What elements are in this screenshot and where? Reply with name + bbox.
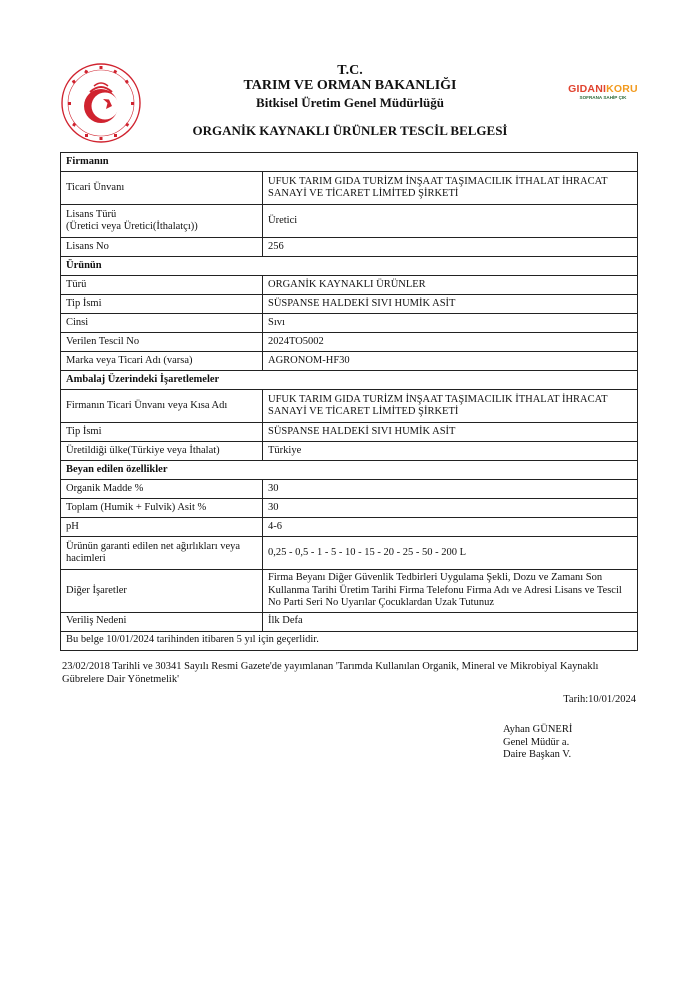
- signatory-title-1: Genel Müdür a.: [503, 736, 570, 748]
- organic-matter-label: Organik Madde %: [61, 480, 263, 499]
- brand-name-value: AGRONOM-HF30: [263, 352, 638, 371]
- country-value: Türkiye: [263, 442, 638, 461]
- kind-value: Sıvı: [263, 314, 638, 333]
- issue-reason-value: İlk Defa: [263, 612, 638, 631]
- ph-value: 4-6: [263, 518, 638, 537]
- type-name-value: SÜSPANSE HALDEKİ SIVI HUMİK ASİT: [263, 295, 638, 314]
- header-ministry: TARIM VE ORMAN BAKANLIĞI: [243, 78, 457, 93]
- license-type-label-line1: Lisans Türü: [66, 208, 117, 220]
- section-package-marking: Ambalaj Üzerindeki İşaretlemeler: [61, 371, 638, 390]
- package-type-name-label: Tip İsmi: [61, 423, 263, 442]
- registration-table: [60, 152, 638, 651]
- other-markings-value: Firma Beyanı Diğer Güvenlik Tedbirleri Uygulama Şekli, Dozu ve Zamanı Son Kullanma Tarihi Üretim Tarihi Firma Telefonu Firma Adı ve Adresi Lisans ve Tescil No Parti Seri No Uyarılar Çocuklardan Uzak Tutunuz: [263, 570, 638, 613]
- section-declared-properties: Beyan edilen özellikler: [61, 461, 638, 480]
- type-label: Türü: [61, 276, 263, 295]
- registration-no-label: Verilen Tescil No: [61, 333, 263, 352]
- trade-name-value: UFUK TARIM GIDA TURİZM İNŞAAT TAŞIMACILIK İTHALAT İHRACAT SANAYİ VE TİCARET LİMİTED ŞİRKETİ: [263, 172, 638, 205]
- license-no-label: Lisans No: [61, 238, 263, 257]
- document-title: ORGANİK KAYNAKLI ÜRÜNLER TESCİL BELGESİ: [192, 123, 508, 138]
- brand-name-label: Marka veya Ticari Adı (varsa): [61, 352, 263, 371]
- license-no-value: 256: [263, 238, 638, 257]
- header-directorate: Bitkisel Üretim Genel Müdürlüğü: [256, 95, 444, 110]
- net-quantity-label: Ürünün garanti edilen net ağırlıkları veya hacimleri: [61, 537, 263, 570]
- organic-matter-value: 30: [263, 480, 638, 499]
- license-type-label-line2: (Üretici veya Üretici(İthalatçı)): [66, 221, 198, 232]
- humic-fulvic-label: Toplam (Humik + Fulvik) Asit %: [61, 499, 263, 518]
- package-trade-name-label: Firmanın Ticari Ünvanı veya Kısa Adı: [61, 390, 263, 423]
- ph-label: pH: [61, 518, 263, 537]
- signatory-title-2: Daire Başkan V.: [503, 749, 572, 760]
- validity-statement: Bu belge 10/01/2024 tarihinden itibaren 5 yıl için geçerlidir.: [61, 631, 638, 650]
- signatory-name: Ayhan GÜNERİ: [503, 724, 573, 735]
- signatory-block: [503, 724, 572, 762]
- other-markings-label: Diğer İşaretler: [61, 570, 263, 613]
- header-tc: T.C.: [337, 63, 363, 78]
- kind-label: Cinsi: [61, 314, 263, 333]
- issue-date: Tarih:10/01/2024: [563, 694, 636, 705]
- section-firm: Firmanın: [61, 153, 638, 172]
- regulation-note: 23/02/2018 Tarihli ve 30341 Sayılı Resmi Gazete'de yayımlanan 'Tarımda Kullanılan Organik, Mineral ve Mikrobiyal Kaynaklı Gübrelere Dair Yönetmelik': [62, 661, 599, 685]
- package-type-name-value: SÜSPANSE HALDEKİ SIVI HUMİK ASİT: [263, 423, 638, 442]
- humic-fulvic-value: 30: [263, 499, 638, 518]
- brand-logo-text: GIDANIKORU: [568, 83, 638, 95]
- trade-name-label: Ticari Ünvanı: [61, 172, 263, 205]
- license-type-label: [61, 205, 263, 238]
- brand-logo-tagline: SOFRANA SAHİP ÇIK: [579, 95, 627, 100]
- net-quantity-value: 0,25 - 0,5 - 1 - 5 - 10 - 15 - 20 - 25 - 50 - 200 L: [263, 537, 638, 570]
- issue-reason-label: Veriliş Nedeni: [61, 612, 263, 631]
- section-product: Ürünün: [61, 257, 638, 276]
- package-trade-name-value: UFUK TARIM GIDA TURİZM İNŞAAT TAŞIMACILIK İTHALAT İHRACAT SANAYİ VE TİCARET LİMİTED ŞİRKETİ: [263, 390, 638, 423]
- country-label: Üretildiği ülke(Türkiye veya İthalat): [61, 442, 263, 461]
- brand-logo: [563, 83, 643, 107]
- license-type-value: Üretici: [263, 205, 638, 238]
- type-value: ORGANİK KAYNAKLI ÜRÜNLER: [263, 276, 638, 295]
- type-name-label: Tip İsmi: [61, 295, 263, 314]
- registration-no-value: 2024TO5002: [263, 333, 638, 352]
